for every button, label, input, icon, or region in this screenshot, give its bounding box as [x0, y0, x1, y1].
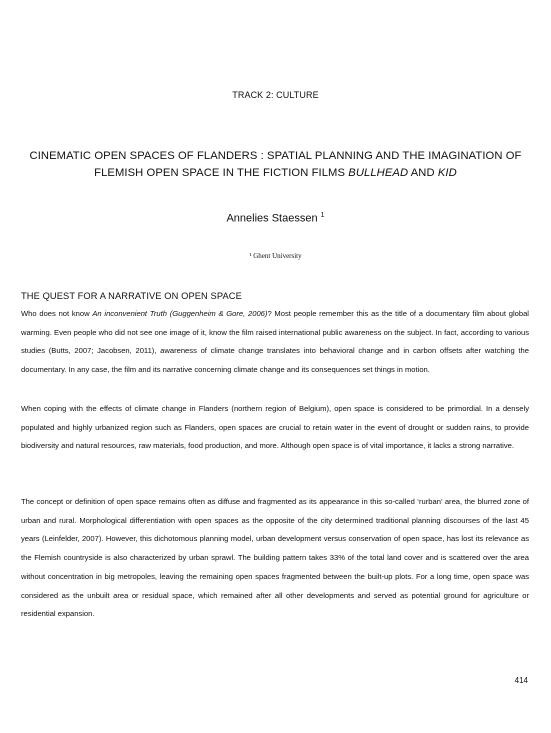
paper-title	[20, 148, 531, 182]
affiliation: ¹ Ghent University	[249, 252, 302, 260]
paragraph-2: When coping with the effects of climate change in Flanders (northern region of Belgium), open space is considered to be primordial. In a densely populated and highly urbanized region such as Flanders, open spaces are crucial to retain water in the event of drought or sudden rains, to provide biodiversity and natural resources, raw materials, food production, and more. Although open space is of vital importance, it lacks a strong narrative.	[21, 404, 529, 451]
track-label: TRACK 2: CULTURE	[232, 90, 319, 100]
paragraph-1-film-citation: An inconvenient Truth (Guggenheim & Gore, 2006)	[92, 309, 268, 318]
author-affiliation-marker: 1	[320, 212, 325, 219]
title-film-bullhead: BULLHEAD	[348, 167, 409, 179]
paragraph-3: The concept or definition of open space remains often as diffuse and fragmented as its appearance in this so-called ‘rurban’ area, the blurred zone of urban and rural. Morphological differentiation with open spaces as the opposite of the city determined traditional planning discourses of the last 45 years (Leinfelder, 2007). However, this dichotomous planning model, urban development versus conservation of open space, has lost its relevance as the Flemish countryside is also characterized by urban sprawl. The building pattern takes 33% of the total land cover and is scattered over the area without concentration in big metropoles, leaving the remaining open spaces fragmented between the built-up plots. For a long time, open space was considered as the unbuilt area or residual space, which remained after all other developments and served as potential ground for agriculture or residential expansion.	[21, 497, 529, 619]
author-name: Annelies Staessen	[226, 212, 318, 225]
title-film-kid: KID	[437, 167, 457, 179]
author-line	[0, 212, 551, 225]
title-conjunction: AND	[408, 167, 438, 179]
paragraph-1-lead: Who does not know	[21, 309, 93, 318]
page-number: 414	[514, 676, 528, 685]
paragraph-1	[21, 305, 529, 380]
paragraph-1-rest: ? Most people remember this as the title of a documentary film about global warming. Even people who did not see one image of it, know the film raised international public awareness on the subject. In fact, according to various studies (Butts, 2007; Jacobsen, 2011), awareness of climate change translates into behavioral change and in carbon offsets after watching the documentary. In any case, the film and its narrative concerning climate change and its consequences set things in motion.	[21, 309, 529, 375]
section-heading: THE QUEST FOR A NARRATIVE ON OPEN SPACE	[21, 291, 242, 301]
title-main: CINEMATIC OPEN SPACES OF FLANDERS : SPATIAL PLANNING AND THE IMAGINATION OF FLEMISH OPEN SPACE IN THE FICTION FILMS	[29, 150, 522, 179]
